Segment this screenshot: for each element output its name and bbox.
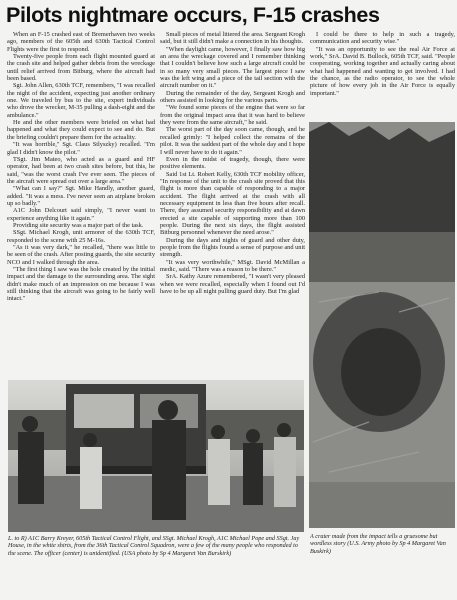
crater-photo-caption: A crater made from the impact tells a gruesome but wordless story (U.S. Army photo by Sp 4 Margaret Van Buskirk) [310, 533, 446, 555]
responders-photo-caption: L. to R) A1C Barry Kreyer, 605th Tactical Control Flight, and SSgt. Michael Krogh, A1C Michael Pope and SSgt. Jay House, in the white shirts, from the 36th Tactical Control Squadron, were a few of the many people who responded to the scene. The officer (center) is unidentified. (USA photo by Sp 4 Margaret Van Burskirk) [8, 535, 300, 557]
article-paragraph: Said 1st Lt. Robert Kelly, 630th TCF mobility officer, "In response of the unit to the crash site proved that this flight is more than capable of responding to a major accident. The flight arrived at the crash with all necessary equipment in less than five hours after recall. There, they assumed security responsibility and at dawn erected a site capable of supporting more than 100 people. During the next six days, the flight assisted Bitburg personnel whenever the need arose." [160, 170, 305, 237]
article-paragraph: "The first thing I saw was the hole created by the initial impact and the damage to the surrounding area. The sight didn't make much of an impression on me because I was still thinking that the aircraft was going to be fairly well intact." [7, 266, 155, 303]
article-paragraph: "When daylight came, however, I finally saw how big an area the wreckage covered and I remember thinking that I couldn't believe how such a large aircraft could be in so many very small pieces. The largest piece I saw was the left wing and a piece of the tail section with the aircraft number on it." [160, 45, 305, 90]
article-paragraph: Even in the midst of tragedy, though, there were positive elements. [160, 155, 305, 171]
crater-photo-image [309, 122, 455, 528]
article-column-2 [160, 31, 305, 376]
article-paragraph: Sgt. John Allen, 630th TCF, remembers, "I was recalled the night of the accident, expecting just another ordinary one. We traveled by bus to the site, expert individuals who drove the wrecker, M-35 pulling a dash-eight and the ambulance." [7, 82, 155, 119]
article-paragraph: "We found some pieces of the engine that were so far from the original impact area that it was hard to believe they were from the same aircraft," he said. [160, 104, 305, 127]
article-column-1 [7, 31, 155, 376]
article-paragraph: Twenty-five people from each flight mounted guard at the crash site and helped gather debris from the wreckage until relief arrived from Bitburg, where the aircraft had been based. [7, 53, 155, 83]
article-paragraph: SrA. Kathy Azure remembered, "I wasn't very pleased when we were recalled, especially when I found out I'd have to be up all night pulling guard duty. But I'm glad [160, 273, 305, 296]
article-column-3 [310, 31, 455, 126]
article-paragraph: During the remainder of the day, Sergeant Krogh and others assisted in looking for the various parts. [160, 89, 305, 105]
article-paragraph: The worst part of the day soon came, though, and he recalled grimly: "I helped collect the remains of the pilot. It was the saddest part of the whole day and I hope I will never have to do it again." [160, 126, 305, 156]
article-paragraph: "What can I say?" Sgt. Mike Handly, another guard, added. "It was a mess. I've never seen an airplane broken up so badly." [7, 185, 155, 207]
article-paragraph: When an F-15 crashed east of Bremerhaven two weeks ago, members of the 605th and 630th Tactical Control Flights were the first to respond. [7, 31, 155, 53]
article-paragraph: SSgt. Michael Krogh, unit armorer of the 630th TCF, responded to the scene with 25 M-16s. [7, 229, 155, 244]
article-paragraph: "It was an opportunity to see the real Air Force at work," SrA. David B. Bullock, 605th TCF, said. "People cooperating, working together and actually caring about what had happened and wanting to get involved. I had the chance, as the radio operator, to see the whole picture of how every job in the Air Force is equally important." [310, 45, 455, 97]
article-paragraph: He and the other members were briefed on what had happened and what they could expect to see and do. But the briefing couldn't prepare them for the actuality. [7, 119, 155, 141]
article-paragraph: A1C John Delcourt said simply, "I never want to experience anything like it again." [7, 207, 155, 222]
responders-photo-image [8, 380, 304, 532]
crater-photo [309, 122, 455, 528]
article-paragraph: Small pieces of metal littered the area. Sergeant Krogh said, but it still didn't make a connection in his thoughts. [160, 31, 305, 46]
article-paragraph: "It was very worthwhile," MSgt. David McMillan a medic, said. "There was a reason to be there." [160, 258, 305, 273]
article-paragraph: "As it was very dark," he recalled, "there was little to be seen of the crash. After posting guards, the site security NCO and I walked through the area. [7, 243, 155, 266]
headline: Pilots nightmare occurs, F-15 crashes [6, 3, 380, 27]
article-paragraph: I could be there to help in such a tragedy, communication and security wise." [310, 31, 455, 46]
article-paragraph: During the days and nights of guard and other duty, people from the flights found a sense of purpose and unit strength. [160, 236, 305, 259]
responders-photo [8, 380, 304, 532]
article-paragraph: TSgt. Jim Mateo, who acted as a guard and HF operator, had been at two crash sites before, but this, he said, "was the worst crash I've ever seen. The pieces of the aircraft were spread out over a large area." [7, 155, 155, 185]
article-paragraph: Providing site security was a major part of the task. [13, 221, 144, 229]
article-paragraph: "It was horrible," Sgt. Claus Stlyszky) recalled. "I'm glad I didn't know the pilot." [7, 141, 155, 156]
